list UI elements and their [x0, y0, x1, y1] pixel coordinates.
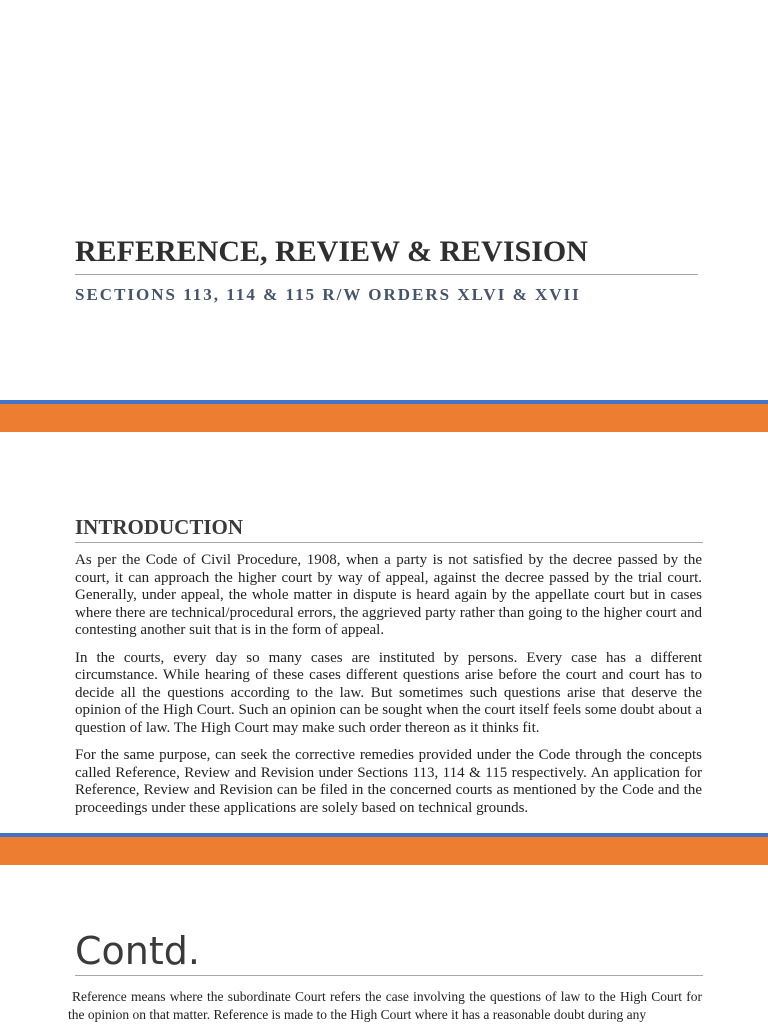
title-slide: [0, 0, 768, 400]
contd-slide: [0, 865, 768, 1024]
separator-orange-band: [0, 404, 768, 432]
paragraph: In the courts, every day so many cases are instituted by persons. Every case has a different circumstance. While hearing of these cases different questions arise before the court and court has to decide all the questions according to the law. But sometimes such questions arise that deserve the opinion of the High Court. Such an opinion can be sought when the court itself feels some doubt about a question of law. The High Court may make such order thereon as it thinks fit.: [75, 649, 702, 736]
title-divider-line: [75, 274, 698, 275]
contd-body: Reference means where the subordinate Court refers the case involving the questions of law to the High Court for the opinion on that matter. Reference is made to the High Court where it has a reasonable doubt during any: [68, 989, 702, 1022]
heading-divider-line: [75, 542, 703, 543]
contd-heading: Contd.: [75, 929, 200, 973]
slide-subtitle: SECTIONS 113, 114 & 115 R/W ORDERS XLVI & XVII: [75, 285, 581, 304]
paragraph: For the same purpose, can seek the corrective remedies provided under the Code through the concepts called Reference, Review and Revision under Sections 113, 114 & 115 respectively. An application for Reference, Review and Revision can be filed in the concerned courts as mentioned by the Code and the proceedings under these applications are solely based on technical grounds.: [75, 747, 702, 816]
separator-orange-band: [0, 837, 768, 865]
slide-title: REFERENCE, REVIEW & REVISION: [75, 235, 588, 268]
paragraph: As per the Code of Civil Procedure, 1908, when a party is not satisfied by the decree passed by the court, it can approach the higher court by way of appeal, against the decree passed by the trial court. Generally, under appeal, the whole matter in dispute is heard again by the appellate court but in cases where there are technical/procedural errors, the aggrieved party rather than going to the higher court and contesting another suit that is in the form of appeal.: [75, 552, 702, 638]
introduction-body: [75, 552, 702, 827]
introduction-heading: INTRODUCTION: [75, 515, 244, 539]
introduction-slide: [0, 432, 768, 833]
slide-separator: [0, 833, 768, 865]
slide-separator: [0, 400, 768, 432]
heading-divider-line: [75, 975, 703, 976]
